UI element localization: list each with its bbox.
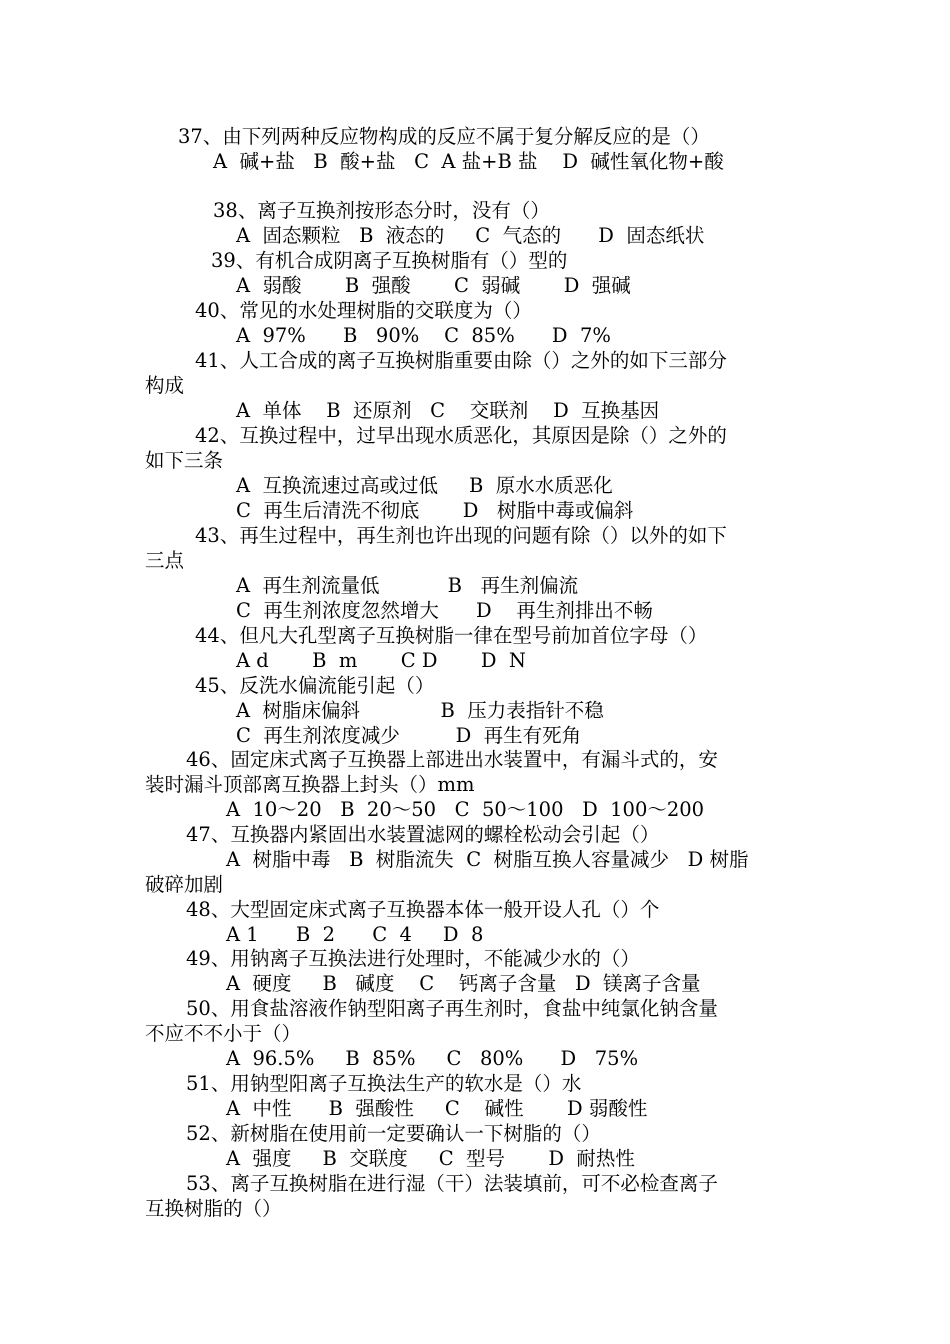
question-42-options-ab: A 互换流速过高或过低 B 原水水质恶化 xyxy=(236,474,613,497)
question-47-options: A 树脂中毒 B 树脂流失 C 树脂互换人容量减少 D 树脂 xyxy=(226,848,749,871)
question-50-options: A 96.5% B 85% C 80% D 75% xyxy=(226,1047,639,1070)
question-52-text: 52、新树脂在使用前一定要确认一下树脂的（） xyxy=(186,1122,601,1145)
question-49-options: A 硬度 B 碱度 C 钙离子含量 D 镁离子含量 xyxy=(226,972,701,995)
question-44-options: A d B m C D D N xyxy=(236,649,526,672)
question-53-text: 53、离子互换树脂在进行湿（干）法装填前，可不必检查离子 xyxy=(186,1172,718,1195)
question-46-text-continued: 装时漏斗顶部离互换器上封头（）mm xyxy=(145,773,475,796)
question-45-text: 45、反洗水偏流能引起（） xyxy=(195,674,435,697)
question-42-text-continued: 如下三条 xyxy=(145,449,224,472)
question-53-text-continued: 互换树脂的（） xyxy=(145,1197,282,1220)
question-50-text: 50、用食盐溶液作钠型阳离子再生剂时，食盐中纯氯化钠含量 xyxy=(186,997,718,1020)
question-49-text: 49、用钠离子互换法进行处理时，不能减少水的（） xyxy=(186,947,640,970)
question-41-text-continued: 构成 xyxy=(145,374,185,397)
question-41-text: 41、人工合成的离子互换树脂重要由除（）之外的如下三部分 xyxy=(195,349,727,372)
question-38-text: 38、离子互换剂按形态分时，没有（） xyxy=(213,199,550,222)
question-43-options-ab: A 再生剂流量低 B 再生剂偏流 xyxy=(236,574,579,597)
question-46-text: 46、固定床式离子互换器上部进出水装置中，有漏斗式的，安 xyxy=(186,748,718,771)
question-48-options: A 1 B 2 C 4 D 8 xyxy=(226,923,484,946)
question-43-text-continued: 三点 xyxy=(145,549,185,572)
question-38-options: A 固态颗粒 B 液态的 C 气态的 D 固态纸状 xyxy=(236,224,705,247)
question-47-text: 47、互换器内紧固出水装置滤网的螺栓松动会引起（） xyxy=(186,823,660,846)
question-37-options: A 碱+盐 B 酸+盐 C A 盐+B 盐 D 碱性氧化物+酸 xyxy=(213,150,724,173)
question-45-options-cd: C 再生剂浓度减少 D 再生有死角 xyxy=(236,724,582,747)
question-39-options: A 弱酸 B 强酸 C 弱碱 D 强碱 xyxy=(236,274,631,297)
question-47-options-continued: 破碎加剧 xyxy=(145,873,224,896)
question-42-options-cd: C 再生后清洗不彻底 D 树脂中毒或偏斜 xyxy=(236,499,634,522)
question-51-text: 51、用钠型阳离子互换法生产的软水是（）水 xyxy=(186,1072,582,1095)
question-51-options: A 中性 B 强酸性 C 碱性 D 弱酸性 xyxy=(226,1097,648,1120)
question-50-text-continued: 不应不不小于（） xyxy=(145,1022,302,1045)
question-46-options: A 10～20 B 20～50 C 50～100 D 100～200 xyxy=(226,798,705,821)
question-44-text: 44、但凡大孔型离子互换树脂一律在型号前加首位字母（） xyxy=(195,624,708,647)
question-40-text: 40、常见的水处理树脂的交联度为（） xyxy=(195,299,532,322)
question-42-text: 42、互换过程中，过早出现水质恶化，其原因是除（）之外的 xyxy=(195,424,727,447)
question-45-options-ab: A 树脂床偏斜 B 压力表指针不稳 xyxy=(236,699,604,722)
question-48-text: 48、大型固定床式离子互换器本体一般开设人孔（）个 xyxy=(186,898,660,921)
question-43-options-cd: C 再生剂浓度忽然增大 D 再生剂排出不畅 xyxy=(236,599,653,622)
question-37-text: 37、由下列两种反应物构成的反应不属于复分解反应的是（） xyxy=(178,125,710,148)
question-43-text: 43、再生过程中，再生剂也许出现的问题有除（）以外的如下 xyxy=(195,524,727,547)
question-40-options: A 97% B 90% C 85% D 7% xyxy=(236,324,611,347)
question-41-options: A 单体 B 还原剂 C 交联剂 D 互换基因 xyxy=(236,399,660,422)
question-52-options: A 强度 B 交联度 C 型号 D 耐热性 xyxy=(226,1147,635,1170)
question-39-text: 39、有机合成阴离子互换树脂有（）型的 xyxy=(211,249,568,272)
